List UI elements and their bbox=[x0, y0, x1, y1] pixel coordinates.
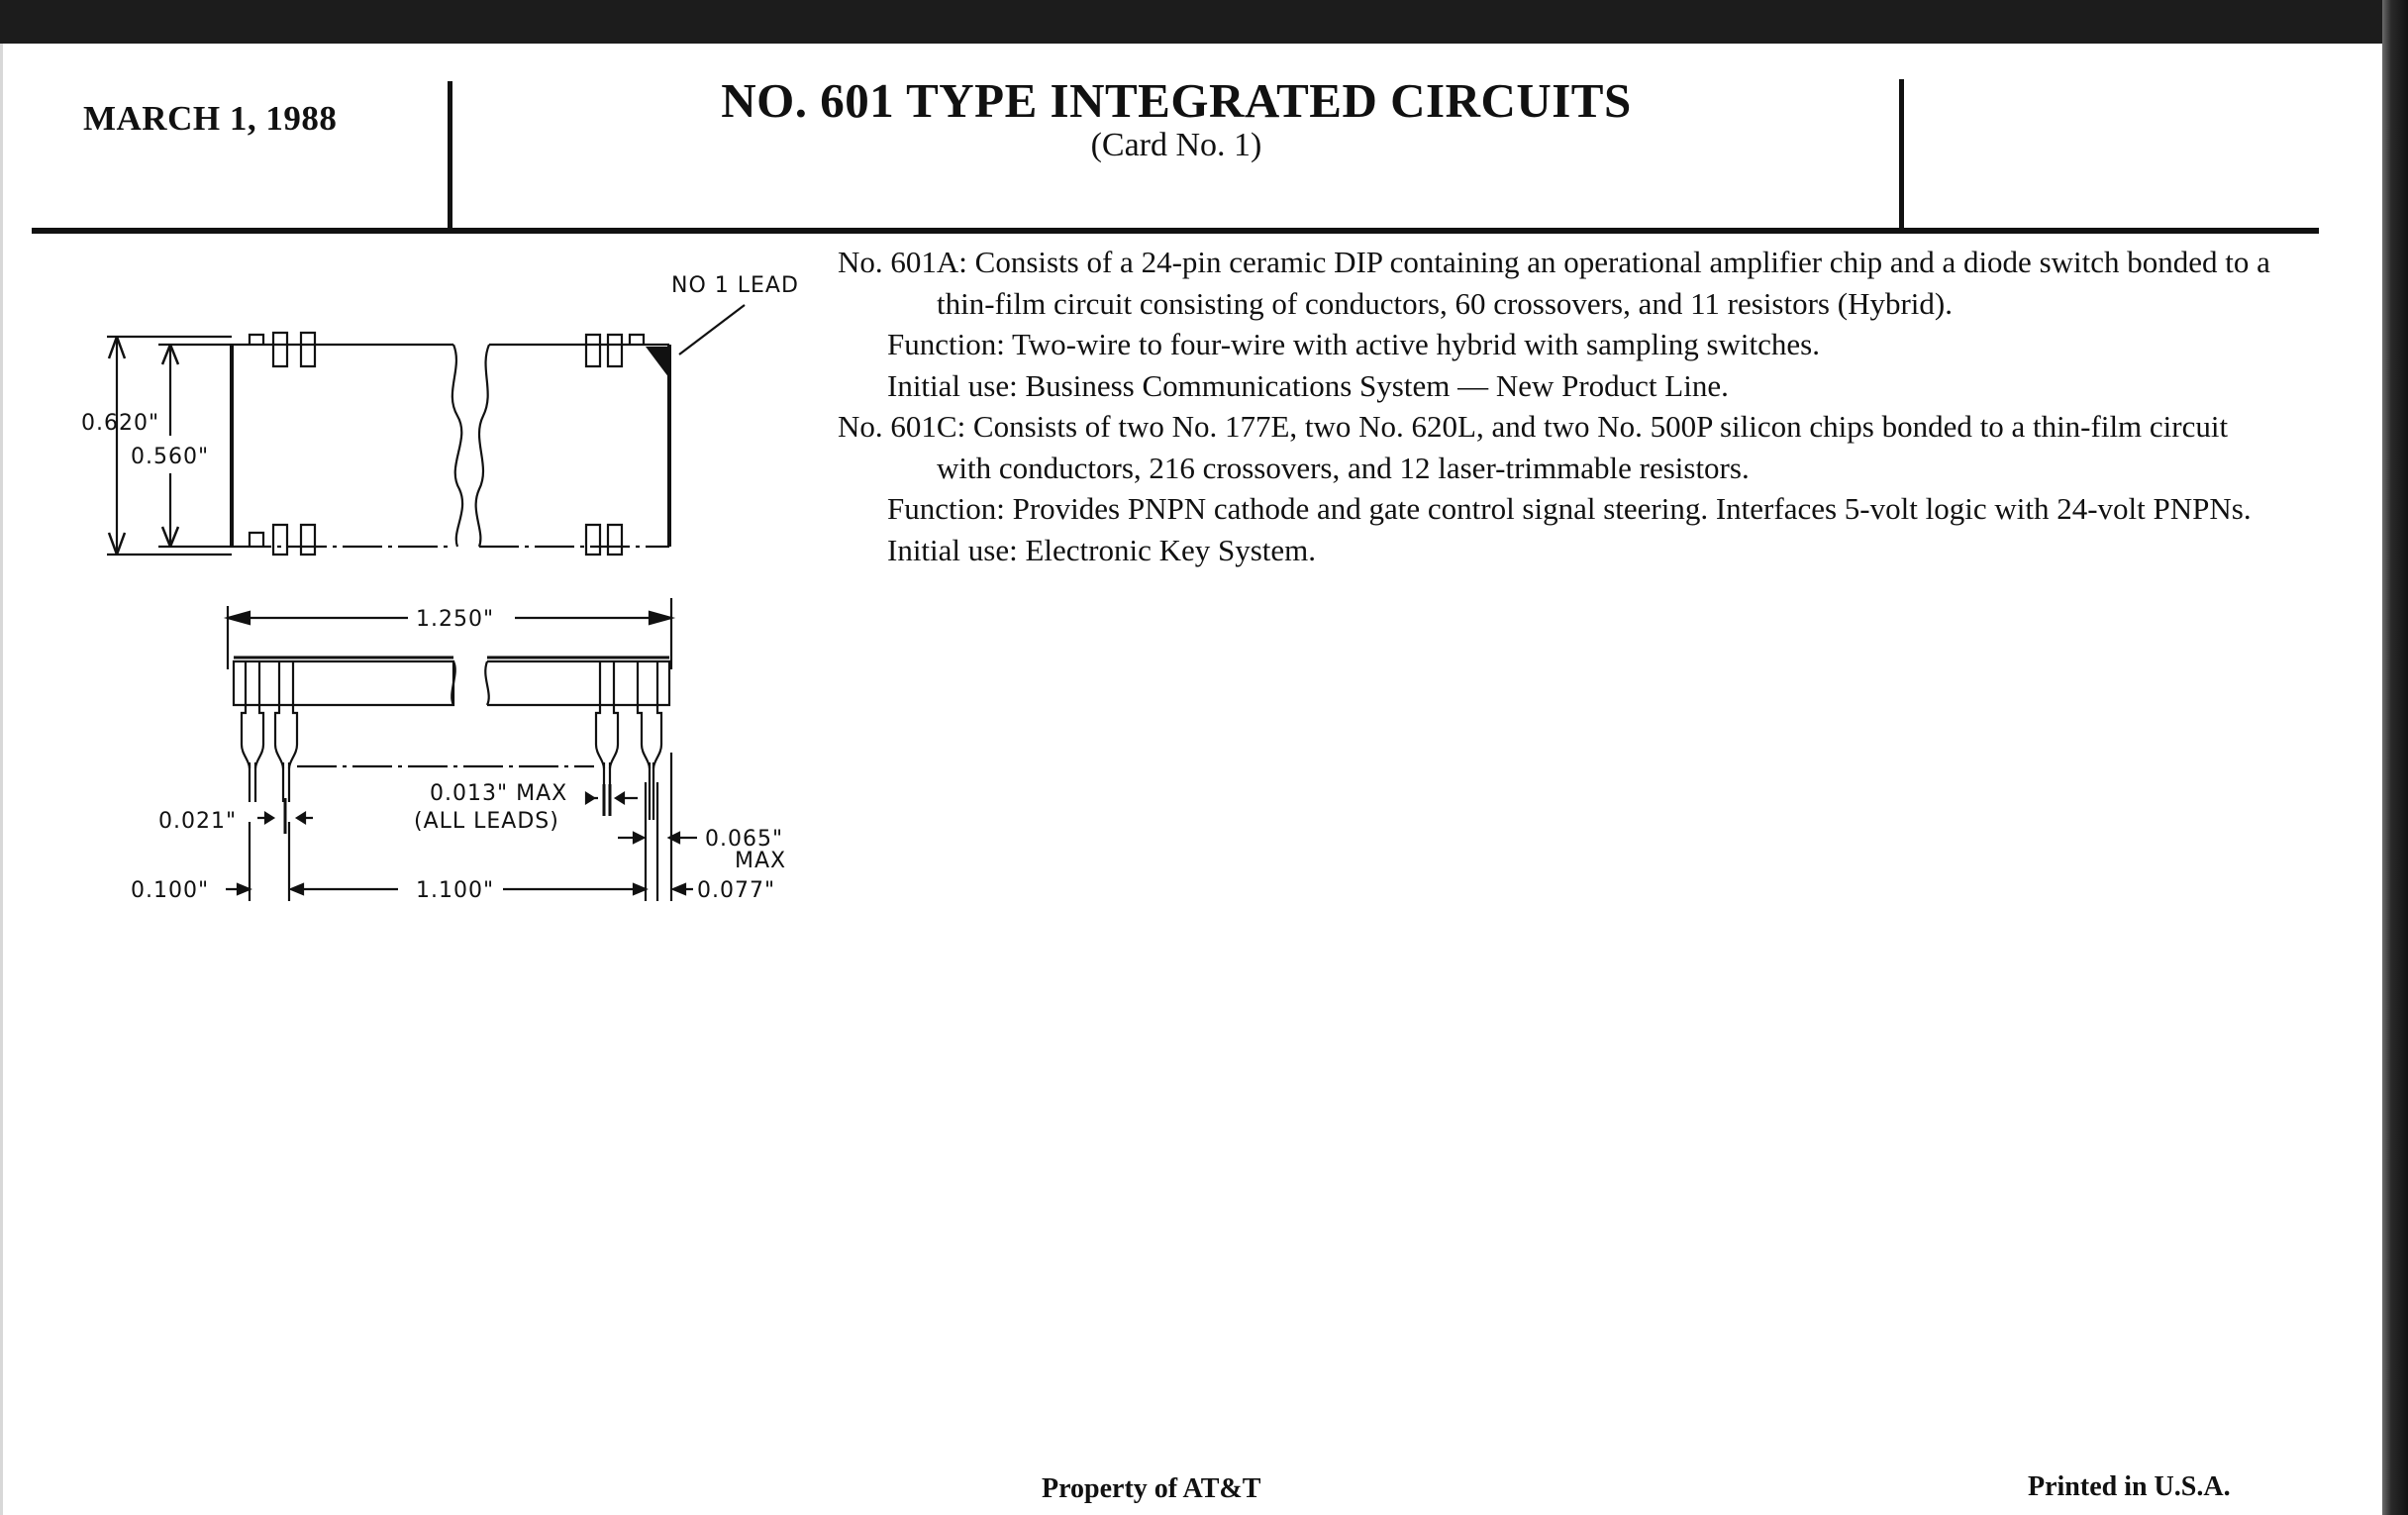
card-title: NO. 601 TYPE INTEGRATED CIRCUITS bbox=[721, 73, 1632, 128]
circuit-descriptions bbox=[838, 242, 2273, 570]
dim-span: 1.100" bbox=[416, 878, 495, 903]
lead-one-marker bbox=[646, 347, 669, 378]
entry-initial-use: Initial use: Business Communications System — New Product Line. bbox=[887, 367, 1729, 403]
entry-initial-use: Initial use: Electronic Key System. bbox=[887, 532, 1317, 567]
entry-601a bbox=[838, 242, 2273, 406]
lead-one-label: NO 1 LEAD bbox=[671, 273, 799, 298]
card-subtitle: (Card No. 1) bbox=[1090, 127, 1262, 163]
footer-property: Property of AT&T bbox=[1042, 1473, 1261, 1504]
dim-height-inner: 0.560" bbox=[131, 445, 210, 469]
entry-description: No. 601A: Consists of a 24-pin ceramic DIP containing an operational amplifier chip and a diode switch bonded to a thin-film circuit consisting of conductors, 60 crossovers, and 11 resistors (Hybrid). bbox=[838, 245, 2270, 321]
dim-lead-width: 0.021" bbox=[158, 809, 238, 834]
entry-description: No. 601C: Consists of two No. 177E, two No. 620L, and two No. 500P silicon chips bonded to a thin-film circuit with conductors, 216 crossovers, and 12 laser-trimmable resistors. bbox=[838, 409, 2229, 485]
dim-height-outer: 0.620" bbox=[81, 411, 160, 436]
dim-pitch: 0.100" bbox=[131, 878, 210, 903]
dim-offset-max: 0.065" bbox=[705, 827, 784, 852]
footer-printed: Printed in U.S.A. bbox=[2028, 1471, 2231, 1502]
dim-lead-thickness-note: (ALL LEADS) bbox=[414, 809, 559, 834]
dim-offset-max-label: MAX bbox=[735, 849, 787, 873]
entry-601c bbox=[838, 406, 2273, 570]
card-date: MARCH 1, 1988 bbox=[83, 99, 338, 138]
entry-function: Function: Provides PNPN cathode and gate control signal steering. Interfaces 5-volt logic with 24-volt PNPNs. bbox=[887, 491, 2252, 526]
header-divider-right bbox=[1899, 79, 1904, 230]
package-outline-drawing bbox=[0, 0, 852, 931]
dim-lead-thickness: 0.013" MAX bbox=[430, 781, 568, 806]
dim-length: 1.250" bbox=[416, 607, 495, 632]
entry-function: Function: Two-wire to four-wire with active hybrid with sampling switches. bbox=[887, 327, 1820, 361]
scan-right-border bbox=[2382, 0, 2408, 1515]
dim-end: 0.077" bbox=[697, 878, 776, 903]
